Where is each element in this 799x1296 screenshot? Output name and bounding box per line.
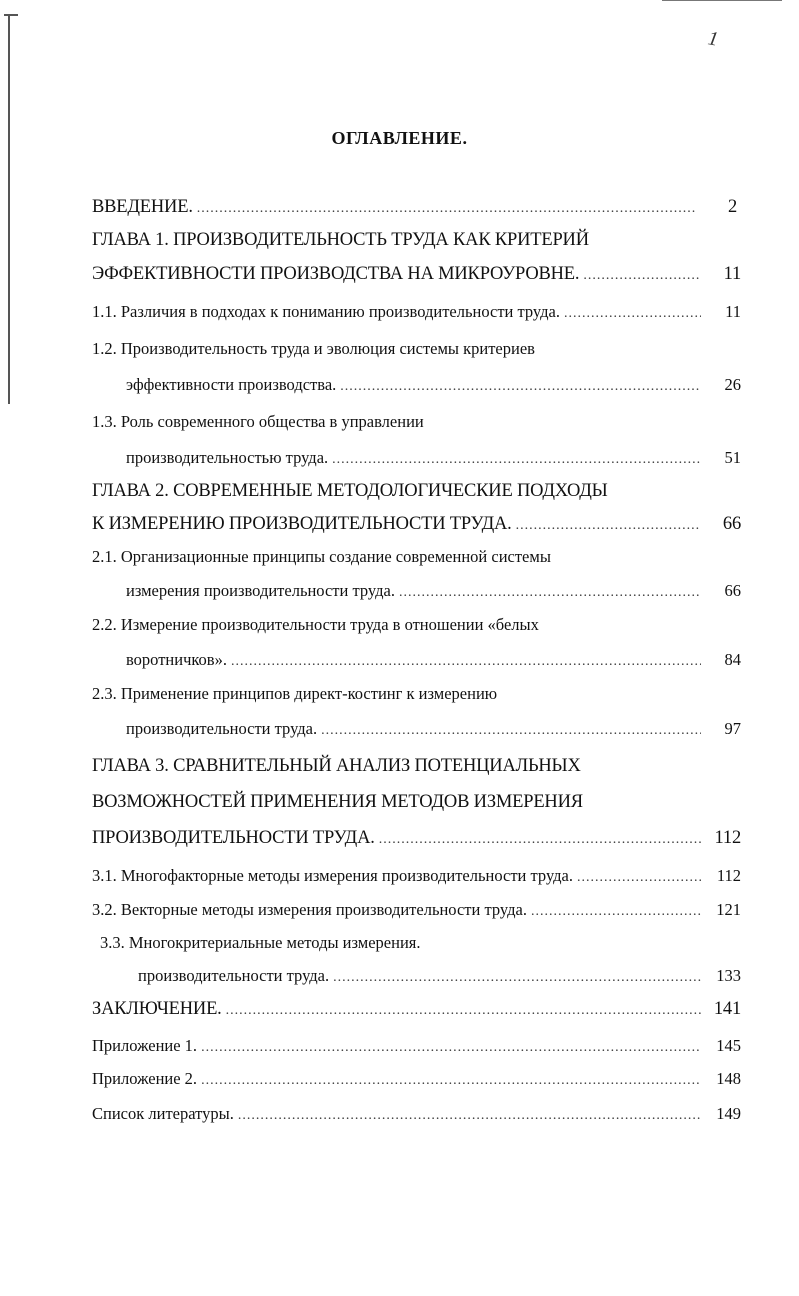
toc-entry-title: воротничков».	[126, 650, 227, 669]
toc-entry-title: 3.2. Векторные методы измерения производительности труда.	[92, 900, 527, 919]
toc-entry-title: Список литературы.	[92, 1104, 234, 1123]
toc-page-number: 148	[716, 1069, 741, 1088]
toc-leader-dots	[516, 518, 701, 534]
toc-leader-dots	[201, 1040, 701, 1056]
scan-top-line	[662, 0, 782, 1]
toc-page-number: 121	[716, 900, 741, 919]
toc-entry-intro	[92, 197, 737, 218]
toc-entry-title: производительности труда.	[138, 966, 330, 985]
toc-entry-title: ПРОИЗВОДИТЕЛЬНОСТИ ТРУДА.	[92, 828, 375, 848]
toc-entry-title: ЗАКЛЮЧЕНИЕ.	[92, 999, 222, 1019]
toc-page-number: 149	[716, 1104, 741, 1123]
toc-page-number: 112	[714, 828, 741, 848]
toc-section-2-1	[126, 581, 741, 601]
toc-entry-title: производительностью труда.	[126, 448, 329, 467]
toc-chapter-3	[92, 828, 741, 849]
toc-section-2-3	[126, 719, 741, 739]
handwritten-page-number: 1	[706, 27, 720, 51]
toc-page-number: 145	[716, 1036, 741, 1055]
toc-leader-dots	[564, 306, 701, 322]
toc-leader-dots	[226, 1003, 701, 1019]
toc-page-number: 66	[724, 581, 741, 600]
toc-leader-dots	[340, 379, 701, 395]
toc-section-2-1-line1: 2.1. Организационные принципы создание современной системы	[92, 547, 551, 566]
toc-entry-title: 1.1. Различия в подходах к пониманию производительности труда.	[92, 302, 560, 321]
toc-page-number: 51	[724, 448, 741, 467]
toc-leader-dots	[231, 654, 701, 670]
toc-chapter-2	[92, 514, 741, 535]
toc-section-3-1	[92, 866, 741, 886]
toc-page-number: 97	[724, 719, 741, 738]
toc-leader-dots	[238, 1108, 701, 1124]
toc-page-number: 133	[716, 966, 741, 985]
page-title: ОГЛАВЛЕНИЕ.	[331, 128, 468, 148]
toc-section-1-1	[92, 302, 741, 322]
toc-chapter-3-line2: ВОЗМОЖНОСТЕЙ ПРИМЕНЕНИЯ МЕТОДОВ ИЗМЕРЕНИЯ	[92, 792, 583, 812]
toc-entry-title: ВВЕДЕНИЕ.	[92, 197, 193, 217]
toc-page-number: 112	[716, 866, 741, 885]
toc-leader-dots	[379, 832, 701, 848]
toc-entry-references	[92, 1104, 741, 1124]
toc-leader-dots	[531, 904, 701, 920]
toc-entry-title: эффективности производства.	[126, 375, 337, 394]
toc-leader-dots	[399, 585, 701, 601]
toc-entry-appendix-2	[92, 1069, 741, 1089]
toc-chapter-1	[92, 264, 741, 285]
toc-entry-appendix-1	[92, 1036, 741, 1056]
scan-edge-mark	[8, 14, 10, 404]
toc-chapter-2-line1: ГЛАВА 2. СОВРЕМЕННЫЕ МЕТОДОЛОГИЧЕСКИЕ ПОДХОДЫ	[92, 481, 608, 501]
toc-entry-title: ЭФФЕКТИВНОСТИ ПРОИЗВОДСТВА НА МИКРОУРОВНЕ.	[92, 264, 580, 284]
toc-chapter-1-line1: ГЛАВА 1. ПРОИЗВОДИТЕЛЬНОСТЬ ТРУДА КАК КРИТЕРИЙ	[92, 230, 589, 250]
toc-leader-dots	[321, 723, 701, 739]
toc-section-3-3-line1: 3.3. Многокритериальные методы измерения.	[100, 933, 421, 952]
toc-chapter-3-line1: ГЛАВА 3. СРАВНИТЕЛЬНЫЙ АНАЛИЗ ПОТЕНЦИАЛЬНЫХ	[92, 756, 581, 776]
toc-page-number: 11	[725, 302, 741, 321]
toc-leader-dots	[197, 201, 697, 217]
toc-leader-dots	[332, 452, 701, 468]
toc-page-number: 141	[713, 999, 741, 1019]
toc-entry-title: Приложение 1.	[92, 1036, 198, 1055]
toc-leader-dots	[577, 870, 701, 886]
toc-section-1-3	[126, 448, 741, 468]
toc-entry-title: 3.1. Многофакторные методы измерения производительности труда.	[92, 866, 573, 885]
toc-entry-title: производительности труда.	[126, 719, 318, 738]
toc-section-2-3-line1: 2.3. Применение принципов директ-костинг к измерению	[92, 684, 498, 703]
toc-leader-dots	[333, 970, 701, 986]
toc-page-number: 66	[722, 514, 741, 534]
toc-section-2-2	[126, 650, 741, 670]
toc-section-1-2-line1: 1.2. Производительность труда и эволюция системы критериев	[92, 339, 535, 358]
toc-section-1-2	[126, 375, 741, 395]
toc-page-number: 11	[723, 264, 741, 284]
toc-page-number: 84	[724, 650, 741, 669]
toc-entry-title: К ИЗМЕРЕНИЮ ПРОИЗВОДИТЕЛЬНОСТИ ТРУДА.	[92, 514, 512, 534]
toc-entry-title: Приложение 2.	[92, 1069, 198, 1088]
toc-page-number: 26	[724, 375, 741, 394]
toc-section-3-3	[138, 966, 741, 986]
toc-section-2-2-line1: 2.2. Измерение производительности труда в отношении «белых	[92, 615, 539, 634]
toc-section-1-3-line1: 1.3. Роль современного общества в управлении	[92, 412, 424, 431]
toc-leader-dots	[583, 268, 701, 284]
toc-leader-dots	[201, 1073, 701, 1089]
toc-page-number: 2	[727, 197, 737, 217]
toc-entry-title: измерения производительности труда.	[126, 581, 395, 600]
toc-entry-conclusion	[92, 999, 741, 1020]
toc-section-3-2	[92, 900, 741, 920]
scan-corner-mark	[4, 14, 18, 16]
